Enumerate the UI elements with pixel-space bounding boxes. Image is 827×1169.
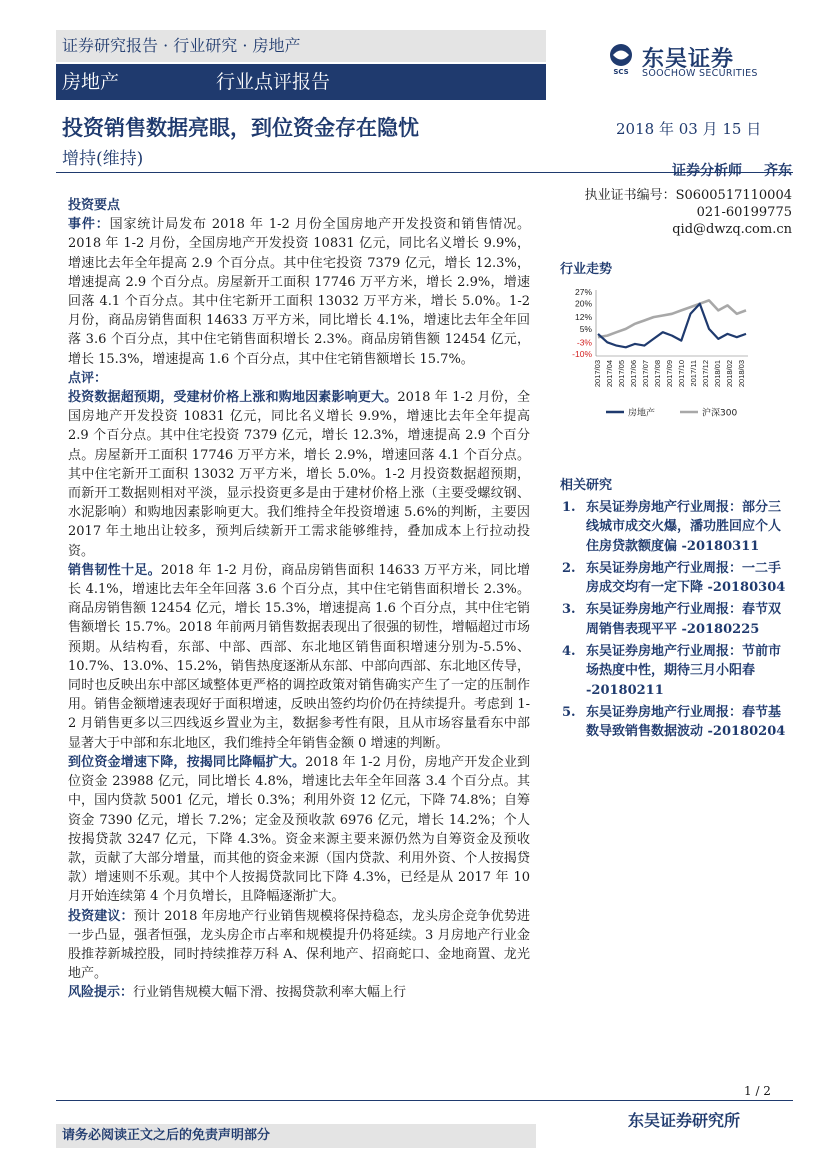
logo-en-text: SOOCHOW SECURITIES xyxy=(642,68,758,79)
main-content xyxy=(68,196,530,1003)
list-item-num: 1. xyxy=(562,500,576,515)
logo-cn-text: 东吴证券 xyxy=(642,47,735,72)
investment-paragraph xyxy=(68,388,530,561)
x-tick-label: 2018/02 xyxy=(725,360,734,388)
trend-chart-svg xyxy=(560,284,760,424)
sector-banner xyxy=(56,64,546,100)
y-tick-label: 27% xyxy=(574,287,592,297)
sector-label: 房地产 xyxy=(62,71,120,93)
series-line-csi300 xyxy=(598,300,746,337)
series-line-real-estate xyxy=(598,304,746,348)
breadcrumb: 证券研究报告 · 行业研究 · 房地产 xyxy=(56,30,546,62)
list-item-num: 5. xyxy=(562,704,576,720)
list-item[interactable] xyxy=(562,498,790,556)
funding-paragraph xyxy=(68,753,530,907)
summary-heading: 投资要点 xyxy=(68,198,121,213)
y-tick-label: 5% xyxy=(579,323,592,334)
y-tick-label: 20% xyxy=(574,298,592,309)
investment-text: 2018 年 1-2 月份，全国房地产开发投资 10831 亿元，同比名义增长 9.9%，增速比去年全年提高 2.9 个百分点。其中住宅投资 7379 亿元，增长 12.3%，增速提高 2.9 个百分点。房屋新开工面积 17746 万平方米，增长 2.9%，增速回落 4.1 个百分点。其中住宅新开工面积 13032 万平方米，增长 5.0%。1-2 月投资数据超预期，而新开工数据则相对平淡，显示投资更多是由于建材价格上涨（主要受螺纹钢、水泥影响）和购地因素影响更大。我们维持全年投资增速 5.6%的判断，主要因 2017 年土地出让较多，预判后续新开工需求能够维持，叠加成本上行拉动投资。 xyxy=(68,390,530,559)
company-logo xyxy=(604,42,784,82)
advice-paragraph xyxy=(68,907,530,984)
related-list xyxy=(562,498,790,745)
trend-title: 行业走势 xyxy=(560,262,613,277)
x-tick-label: 2017/03 xyxy=(593,360,602,388)
page-title: 投资销售数据亮眼，到位资金存在隐忧 xyxy=(62,115,419,140)
footer-divider xyxy=(56,1100,793,1101)
analyst-cert: 执业证书编号：S0600517110004 xyxy=(584,188,792,203)
risk-paragraph xyxy=(68,983,530,1002)
x-tick-label: 2017/06 xyxy=(629,360,638,388)
y-tick-label: -3% xyxy=(576,337,592,348)
list-item-text: 东吴证券房地产行业周报：春节双周销售表现平平 -20180225 xyxy=(586,602,782,637)
funding-label: 到位资金增速下降，按揭同比降幅扩大。 xyxy=(68,754,306,770)
funding-text: 2018 年 1-2 月份，房地产开发企业到位资金 23988 亿元，同比增长 4.8%，增速比去年全年回落 3.4 个百分点。其中，国内贷款 5001 亿元，增长 0.3%；利用外资 12 亿元，下降 74.8%；自筹资金 7390 亿元，增长 7.2%；定金及预收款 6976 亿元，增长 14.2%；个人按揭贷款 3247 亿元，下降 4.3%。资金来源主要来源仍然为自筹资金及预收款，贡献了大部分增量，而其他的资金来源（国内贷款、利用外资、个人按揭贷款）增速则不乐观。其中个人按揭贷款同比下降 4.3%，已经是从 2017 年 10 月开始连续第 4 个月负增长，且降幅逐渐扩大。 xyxy=(68,754,530,905)
list-item-text: 东吴证券房地产行业周报：节前市场热度中性，期待三月小阳春 -20180211 xyxy=(586,644,782,698)
list-item-num: 3. xyxy=(562,602,576,618)
x-tick-label: 2017/08 xyxy=(653,360,662,388)
x-tick-label: 2017/05 xyxy=(617,360,626,388)
list-item-text: 东吴证券房地产行业周报：春节基数导致销售数据波动 -20180204 xyxy=(586,704,786,740)
advice-label: 投资建议： xyxy=(68,908,134,924)
report-date: 2018 年 03 月 15 日 xyxy=(616,120,762,138)
event-label: 事件： xyxy=(68,217,110,233)
advice-text: 预计 2018 年房地产行业销售规模将保持稳态，龙头房企竞争优势进一步凸显，强者恒强，龙头房企市占率和规模提升仍将延续。3 月房地产行业金股推荐新城控股，同时持续推荐万科 A、保利地产、招商蛇口、金地商置、龙光地产。 xyxy=(68,908,530,982)
list-item[interactable] xyxy=(562,703,790,742)
related-title: 相关研究 xyxy=(560,478,613,493)
x-tick-label: 2018/01 xyxy=(713,360,722,388)
analyst-email[interactable]: qid@dwzq.com.cn xyxy=(672,222,792,237)
analyst-role: 证券分析师 xyxy=(672,163,742,179)
list-item[interactable] xyxy=(562,600,790,639)
report-type-label: 行业点评报告 xyxy=(216,71,331,93)
disclaimer-notice: 请务必阅读正文之后的免责声明部分 xyxy=(56,1124,536,1148)
investment-label: 投资数据超预期，受建材价格上涨和购地因素影响更大。 xyxy=(68,390,398,406)
event-text: 国家统计局发布 2018 年 1-2 月份全国房地产开发投资和销售情况。2018 年 1-2 月份，全国房地产开发投资 10831 亿元，同比名义增长 9.9%，增速比去年全年提高 2.9 个百分点。其中住宅投资 7379 亿元，增长 12.3%，增速提高 2.9 个百分点。房屋新开工面积 17746 万平方米，增长 2.9%，增速回落 4.1 个百分点。其中住宅新开工面积 13032 万平方米，增长 5.0%。1-2 月份，商品房销售面积 14633 万平方米，同比增长 4.1%，增速比去年全年回落 3.6 个百分点，其中住宅销售面积增长 2.3%。商品房销售额 12454 亿元，增长 15.3%，增速提高 1.6 个百分点，其中住宅销售额增长 15.7%。 xyxy=(68,217,530,367)
legend-label: 沪深300 xyxy=(702,408,738,419)
trend-chart xyxy=(560,284,760,424)
risk-text: 行业销售规模大幅下滑、按揭贷款利率大幅上行 xyxy=(133,985,407,1001)
comment-heading: 点评： xyxy=(68,370,108,386)
list-item[interactable] xyxy=(562,559,790,598)
x-tick-label: 2017/11 xyxy=(689,360,698,387)
analyst-name: 齐东 xyxy=(764,163,792,179)
y-tick-label: -10% xyxy=(572,349,592,359)
x-tick-label: 2017/04 xyxy=(605,360,614,388)
list-item-num: 4. xyxy=(562,644,576,660)
event-paragraph xyxy=(68,215,530,369)
rating-label: 增持(维持) xyxy=(62,149,144,169)
x-tick-label: 2017/07 xyxy=(641,360,650,388)
sales-label: 销售韧性十足。 xyxy=(68,562,161,578)
analyst-info xyxy=(530,160,792,237)
risk-label: 风险提示： xyxy=(68,985,134,1001)
x-tick-label: 2018/03 xyxy=(737,360,746,388)
list-item-text: 东吴证券房地产行业周报：部分三线城市成交火爆，潘功胜回应个人住房贷款额度偏 -20180311 xyxy=(586,500,782,554)
sales-text: 2018 年 1-2 月份，商品房销售面积 14633 万平方米，同比增长 4.1%，增速比去年全年回落 3.6 个百分点，其中住宅销售面积增长 2.3%。商品房销售额 12454 亿元，增长 15.3%，增速提高 1.6 个百分点，其中住宅销售额增长 15.7%。2018 年前两月销售数据表现出了很强的韧性，增幅超过市场预期。从结构看，东部、中部、西部、东北地区销售面积增速分别为-5.5%、10.7%、13.0%、15.2%，销售热度逐渐从东部、中部向西部、东北地区传导，同时也反映出东中部区域整体更严格的调控政策对销售确实产生了一定的压制作用。销售金额增速表现好于面积增速，反映出签约均价仍在持续提升。考虑到 1-2 月销售更多以三四线返乡置业为主，数据参考性有限，且从市场容量看东中部显著大于中部和东北地区，我们维持全年销售金额 0 增速的判断。 xyxy=(68,562,530,751)
x-tick-label: 2017/12 xyxy=(701,360,710,388)
institute-name: 东吴证券研究所 xyxy=(628,1111,741,1130)
logo-mark-text: SCS xyxy=(613,68,629,76)
analyst-heading xyxy=(530,160,792,180)
logo-mark-icon xyxy=(604,42,638,76)
list-item[interactable] xyxy=(562,642,790,700)
analyst-phone: 021-60199775 xyxy=(696,205,792,220)
list-item-num: 2. xyxy=(562,560,576,576)
sales-paragraph xyxy=(68,561,530,753)
x-tick-label: 2017/10 xyxy=(677,360,686,388)
x-tick-label: 2017/09 xyxy=(665,360,674,388)
list-item-text: 东吴证券房地产行业周报：一二手房成交均有一定下降 -20180304 xyxy=(586,560,786,596)
y-tick-label: 12% xyxy=(574,312,592,323)
page-number: 1 / 2 xyxy=(744,1084,771,1098)
legend-label: 房地产 xyxy=(628,408,656,419)
